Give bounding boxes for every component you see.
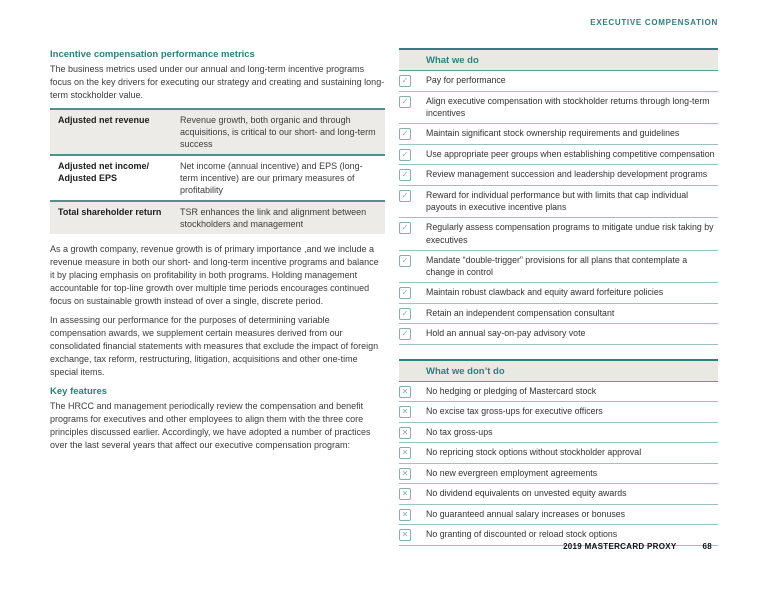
check-icon: ✓ — [399, 287, 411, 299]
check-icon: ✓ — [399, 149, 411, 161]
dont-item-label: No granting of discounted or reload stock options — [426, 529, 618, 539]
x-icon: ✕ — [399, 447, 411, 459]
metrics-table — [50, 108, 385, 234]
key-features-heading: Key features — [50, 386, 108, 397]
metrics-heading: Incentive compensation performance metrics — [50, 49, 255, 60]
do-item — [399, 251, 718, 284]
assessing-paragraph: In assessing our performance for the purposes of determining variable compensation awards, we supplement certain measures derived from our consolidated financial statements with measures that exclude the impact of foreign exchange, tax reform, restructuring, litigation, acquisitions and other one-time special items. — [50, 315, 379, 377]
dont-item — [399, 505, 718, 526]
dont-item — [399, 382, 718, 403]
what-we-dont-do-section — [399, 359, 718, 546]
do-item-label: Pay for performance — [426, 75, 506, 85]
metric-desc-cell: Revenue growth, both organic and through acquisitions, is critical to our short- and long-term success — [180, 115, 376, 149]
do-item — [399, 186, 718, 219]
do-item-label: Maintain robust clawback and equity award forfeiture policies — [426, 287, 664, 297]
footer-page-number: 68 — [702, 542, 712, 551]
dont-item — [399, 443, 718, 464]
do-item — [399, 165, 718, 186]
dont-item — [399, 402, 718, 423]
do-item-label: Align executive compensation with stockholder returns through long-term incentives — [426, 95, 710, 118]
do-item — [399, 124, 718, 145]
dont-item — [399, 423, 718, 444]
check-icon: ✓ — [399, 96, 411, 108]
table-row — [50, 109, 385, 155]
do-item-label: Retain an independent compensation consultant — [426, 307, 615, 318]
x-icon: ✕ — [399, 406, 411, 418]
check-icon: ✓ — [399, 328, 411, 340]
check-icon: ✓ — [399, 222, 411, 234]
x-icon: ✕ — [399, 386, 411, 398]
x-icon: ✕ — [399, 468, 411, 480]
do-item-label: Regularly assess compensation programs to mitigate undue risk taking by executives — [426, 222, 714, 245]
do-item — [399, 304, 718, 325]
check-icon: ✓ — [399, 128, 411, 140]
dont-item — [399, 484, 718, 505]
x-icon: ✕ — [399, 488, 411, 500]
check-icon: ✓ — [399, 75, 411, 87]
dont-item-label: No hedging or pledging of Mastercard stock — [426, 385, 597, 396]
x-icon: ✕ — [399, 427, 411, 439]
page-section-label: EXECUTIVE COMPENSATION — [590, 18, 718, 27]
do-item — [399, 324, 718, 345]
content-columns — [50, 48, 718, 560]
do-item-label: Reward for individual performance but with limits that cap individual payouts in executive incentive plans — [426, 189, 689, 212]
do-item — [399, 283, 718, 304]
page-footer — [563, 542, 712, 551]
x-icon: ✕ — [399, 509, 411, 521]
metric-desc-cell: TSR enhances the link and alignment between stockholders and management — [180, 207, 367, 229]
do-item-label: Maintain significant stock ownership requirements and guidelines — [426, 128, 680, 138]
what-we-dont-do-title: What we don’t do — [399, 359, 718, 382]
check-icon: ✓ — [399, 169, 411, 181]
dont-item-label: No repricing stock options without stockholder approval — [426, 447, 642, 457]
check-icon: ✓ — [399, 308, 411, 320]
metrics-intro-paragraph: The business metrics used under our annual and long-term incentive programs focus on the key drivers for executing our strategy and creating and sustaining long-term stockholder value. — [50, 64, 385, 100]
footer-doc-label: 2019 MASTERCARD PROXY — [563, 542, 677, 551]
metric-name-cell: Adjusted net revenue — [58, 115, 150, 125]
table-row — [50, 201, 385, 234]
dont-item-label: No guaranteed annual salary increases or bonuses — [426, 508, 626, 519]
key-features-paragraph: The HRCC and management periodically review the compensation and benefit programs for executives and other employees to align them with the three core principles discussed earlier. Accordingly, we have adopted a number of practices over the last several years that affect our executive compensation program: — [50, 401, 371, 450]
do-item — [399, 218, 718, 251]
do-item-label: Use appropriate peer groups when establishing competitive compensation — [426, 148, 715, 159]
do-item — [399, 71, 718, 92]
right-column — [399, 48, 718, 560]
dont-item-label: No excise tax gross-ups for executive officers — [426, 406, 603, 416]
what-we-do-title: What we do — [399, 48, 718, 71]
do-item-label: Mandate “double-trigger” provisions for all plans that contemplate a change in control — [426, 254, 688, 277]
dont-item-label: No new evergreen employment agreements — [426, 467, 598, 478]
check-icon: ✓ — [399, 190, 411, 202]
do-item — [399, 92, 718, 125]
table-row — [50, 155, 385, 201]
metric-desc-cell: Net income (annual incentive) and EPS (long-term incentive) are our primary measures of profitability — [180, 161, 363, 195]
dont-item-label: No dividend equivalents on unvested equity awards — [426, 488, 627, 498]
check-icon: ✓ — [399, 255, 411, 267]
growth-paragraph: As a growth company, revenue growth is of primary importance ,and we include a revenue measure in both our short- and long-term incentive programs and balance it by placing emphasis on profitability in both programs. Holding management accountable for top-line growth over multiple time periods encourages continued focus on sustainable growth instead of over a single, discrete period. — [50, 244, 379, 306]
left-column — [50, 48, 385, 560]
dont-item-label: No tax gross-ups — [426, 426, 493, 437]
do-item-label: Hold an annual say-on-pay advisory vote — [426, 328, 586, 338]
x-icon: ✕ — [399, 529, 411, 541]
dont-item — [399, 464, 718, 485]
do-item-label: Review management succession and leadership development programs — [426, 169, 708, 179]
what-we-do-section — [399, 48, 718, 345]
metric-name-cell: Total shareholder return — [58, 207, 162, 217]
do-item — [399, 145, 718, 166]
metric-name-cell: Adjusted net income/ Adjusted EPS — [58, 161, 150, 183]
